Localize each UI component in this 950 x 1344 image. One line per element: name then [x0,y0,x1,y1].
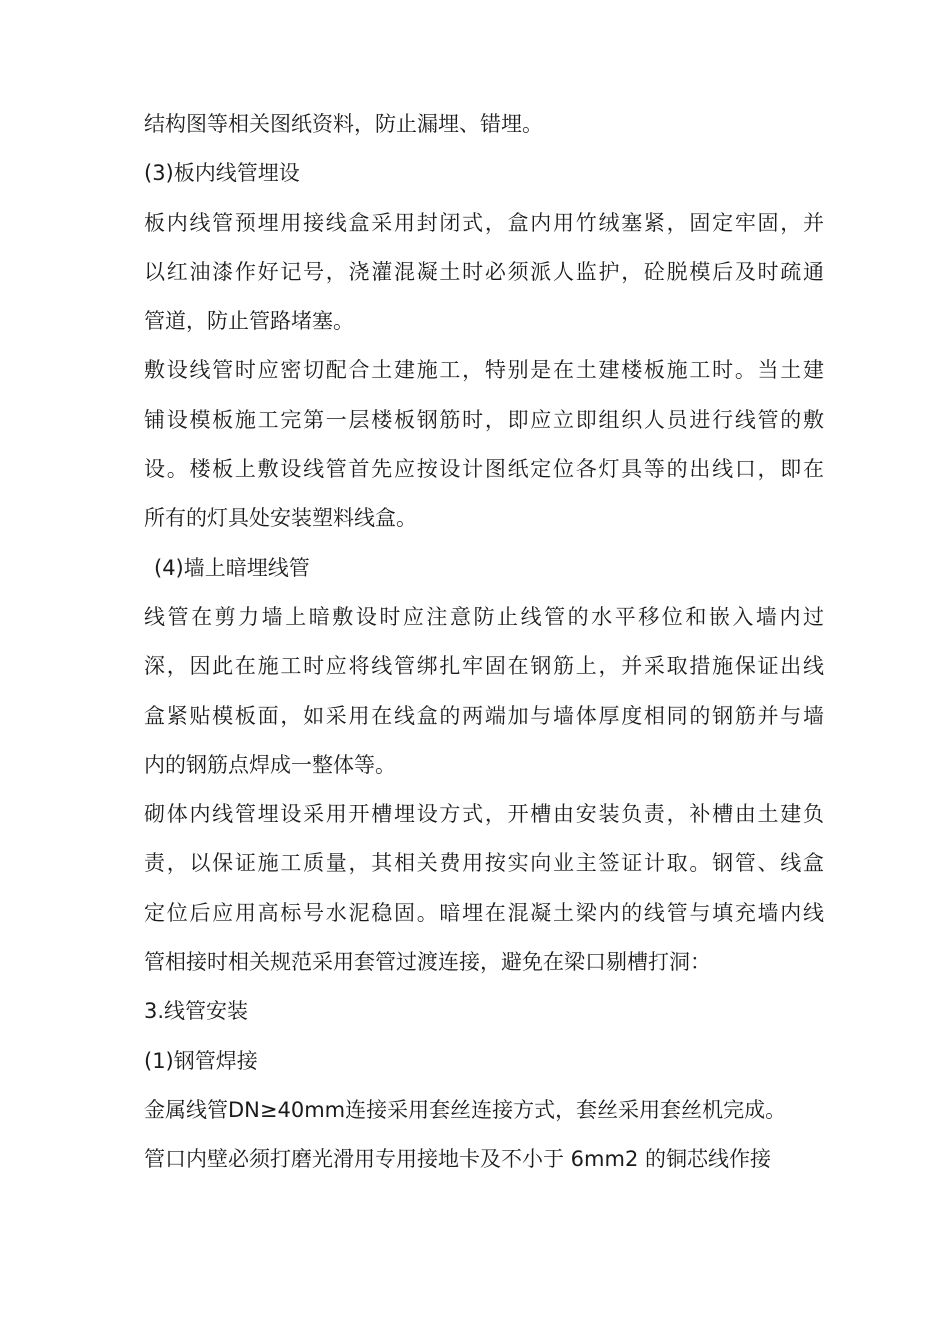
section-heading-main: 3.线管安装 [144,999,249,1024]
paragraph-line: 砌体内线管埋设采用开槽埋设方式，开槽由安装负责，补槽由土建负 [144,802,824,827]
paragraph-line: 以红油漆作好记号，浇灌混凝土时必须派人监护，砼脱模后及时疏通 [144,259,824,284]
paragraph-line: 结构图等相关图纸资料，防止漏埋、错埋。 [144,112,543,136]
paragraph-line: 盒紧贴模板面，如采用在线盒的两端加与墙体厚度相同的钢筋并与墙 [144,703,824,728]
section-heading-4: (4)墙上暗埋线管 [154,555,310,580]
paragraph-line: 管道，防止管路堵塞。 [144,309,354,334]
paragraph-line: 定位后应用高标号水泥稳固。暗埋在混凝土梁内的线管与填充墙内线 [144,900,824,925]
paragraph-line: 内的钢筋点焊成一整体等。 [144,752,396,777]
paragraph-line: 所有的灯具处安装塑料线盒。 [144,506,417,531]
section-heading-3: (3)板内线管埋设 [144,161,300,186]
paragraph-line: 敷设线管时应密切配合土建施工，特别是在土建楼板施工时。当土建 [144,358,824,383]
paragraph-line: 管相接时相关规范采用套管过渡连接，避免在梁口剔槽打洞： [144,950,711,975]
paragraph-line: 深，因此在施工时应将线管绑扎牢固在钢筋上，并采取措施保证出线 [144,654,824,679]
paragraph-line: 金属线管DN≥40mm连接采用套丝连接方式，套丝采用套丝机完成。 [144,1097,787,1122]
section-heading-sub: (1)钢管焊接 [144,1048,258,1073]
paragraph-line: 铺设模板施工完第一层楼板钢筋时，即应立即组织人员进行线管的敷 [144,407,824,432]
paragraph-line: 线管在剪力墙上暗敷设时应注意防止线管的水平移位和嵌入墙内过 [144,604,824,629]
paragraph-line: 责，以保证施工质量，其相关费用按实向业主签证计取。钢管、线盒 [144,851,824,876]
paragraph-line: 设。楼板上敷设线管首先应按设计图纸定位各灯具等的出线口，即在 [144,457,824,482]
paragraph-line: 管口内壁必须打磨光滑用专用接地卡及不小于 6mm2 的铜芯线作接 [144,1147,771,1172]
document-body [144,100,824,1185]
paragraph-line: 板内线管预埋用接线盒采用封闭式，盒内用竹绒塞紧，固定牢固，并 [144,210,824,235]
